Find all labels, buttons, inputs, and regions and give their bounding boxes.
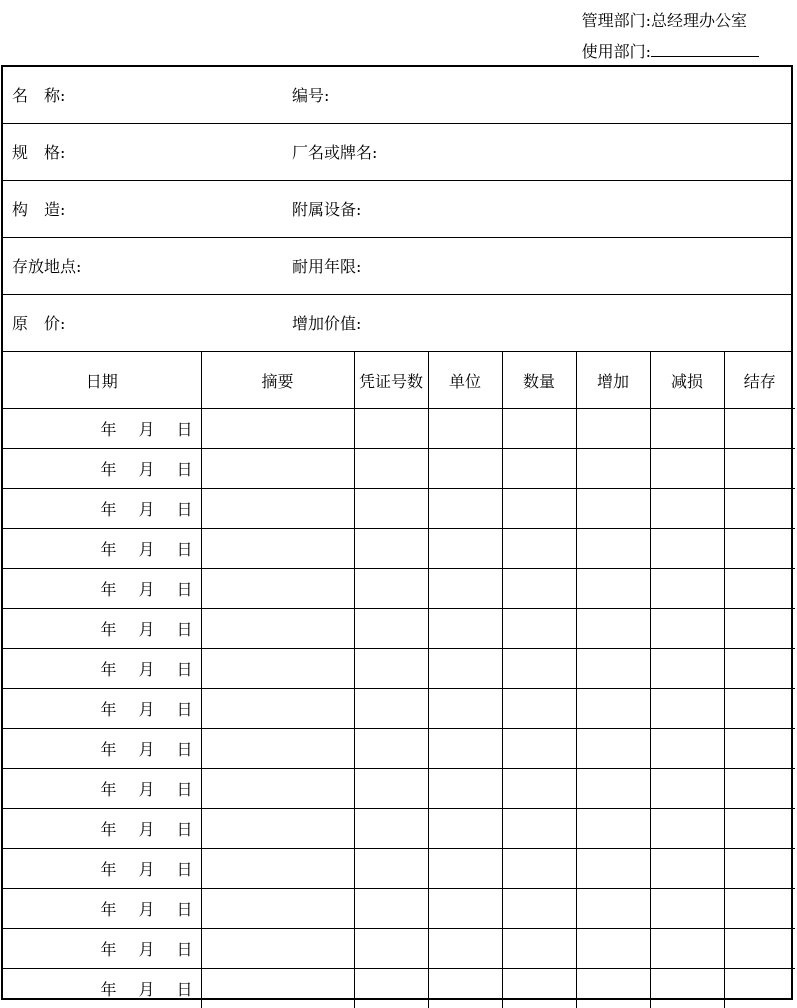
ledger-cell[interactable] (502, 969, 576, 1008)
date-month-label: 月 (138, 657, 154, 680)
ledger-cell[interactable] (724, 929, 795, 969)
info-label-right: 增加价值: (292, 295, 361, 352)
ledger-cell[interactable] (650, 769, 724, 809)
header (582, 8, 759, 68)
date-cell[interactable] (3, 729, 201, 769)
date-year-label: 年 (100, 497, 116, 520)
ledger-cell[interactable] (576, 489, 650, 529)
column-header: 摘要 (201, 352, 354, 409)
using-dept (582, 38, 759, 68)
ledger-cell[interactable] (576, 729, 650, 769)
date-month-label: 月 (138, 977, 154, 1000)
date-day-label: 日 (176, 617, 192, 640)
date-cell[interactable] (3, 809, 201, 849)
ledger-cell[interactable] (576, 649, 650, 689)
date-day-label: 日 (176, 577, 192, 600)
date-month-label: 月 (138, 937, 154, 960)
date-month-label: 月 (138, 457, 154, 480)
ledger-cell[interactable] (201, 649, 354, 689)
ledger-cell[interactable] (502, 529, 576, 569)
column-header: 数量 (502, 352, 576, 409)
using-dept-label: 使用部门: (582, 42, 651, 61)
ledger-cell[interactable] (650, 689, 724, 729)
table-row (3, 729, 795, 769)
date-day-label: 日 (176, 937, 192, 960)
ledger-cell[interactable] (724, 689, 795, 729)
ledger-cell[interactable] (576, 529, 650, 569)
table-row (3, 689, 795, 729)
info-label-right: 编号: (292, 67, 329, 124)
date-day-label: 日 (176, 777, 192, 800)
date-month-label: 月 (138, 777, 154, 800)
ledger-cell[interactable] (502, 809, 576, 849)
ledger-cell[interactable] (354, 929, 428, 969)
date-year-label: 年 (100, 697, 116, 720)
management-dept: 管理部门:总经理办公室 (582, 8, 759, 38)
ledger-cell[interactable] (428, 929, 502, 969)
table-row (3, 929, 795, 969)
info-label-left: 构 造: (12, 181, 65, 238)
date-day-label: 日 (176, 657, 192, 680)
ledger-cell[interactable] (201, 889, 354, 929)
date-cell[interactable] (3, 969, 201, 1008)
date-year-label: 年 (100, 897, 116, 920)
ledger-cell[interactable] (201, 929, 354, 969)
ledger-cell[interactable] (576, 849, 650, 889)
ledger-cell[interactable] (650, 929, 724, 969)
ledger-cell[interactable] (201, 449, 354, 489)
table-row (3, 809, 795, 849)
date-year-label: 年 (100, 617, 116, 640)
ledger-cell[interactable] (724, 529, 795, 569)
ledger-cell[interactable] (650, 609, 724, 649)
info-row (3, 295, 791, 352)
date-year-label: 年 (100, 417, 116, 440)
ledger-cell[interactable] (428, 849, 502, 889)
date-cell[interactable] (3, 409, 201, 449)
ledger-cell[interactable] (354, 689, 428, 729)
table-row (3, 409, 795, 449)
date-cell[interactable] (3, 609, 201, 649)
date-month-label: 月 (138, 817, 154, 840)
ledger-cell[interactable] (724, 649, 795, 689)
date-day-label: 日 (176, 977, 192, 1000)
ledger-cell[interactable] (576, 569, 650, 609)
ledger-cell[interactable] (576, 929, 650, 969)
ledger-cell[interactable] (576, 689, 650, 729)
ledger-cell[interactable] (354, 769, 428, 809)
date-year-label: 年 (100, 857, 116, 880)
asset-card-form (1, 65, 793, 1000)
ledger-cell[interactable] (428, 689, 502, 729)
ledger-cell[interactable] (428, 449, 502, 489)
date-cell[interactable] (3, 929, 201, 969)
ledger-cell[interactable] (576, 409, 650, 449)
date-cell[interactable] (3, 849, 201, 889)
ledger-cell[interactable] (502, 849, 576, 889)
ledger-cell[interactable] (650, 889, 724, 929)
table-row (3, 649, 795, 689)
ledger-cell[interactable] (650, 849, 724, 889)
ledger-cell[interactable] (724, 449, 795, 489)
ledger-cell[interactable] (428, 969, 502, 1008)
info-label-right: 耐用年限: (292, 238, 361, 295)
date-month-label: 月 (138, 497, 154, 520)
ledger-cell[interactable] (724, 489, 795, 529)
date-day-label: 日 (176, 737, 192, 760)
ledger-cell[interactable] (576, 769, 650, 809)
ledger-cell[interactable] (576, 449, 650, 489)
date-year-label: 年 (100, 777, 116, 800)
date-cell[interactable] (3, 489, 201, 529)
date-month-label: 月 (138, 417, 154, 440)
table-row (3, 609, 795, 649)
ledger-cell[interactable] (650, 809, 724, 849)
ledger-header-row (3, 352, 795, 409)
ledger-cell[interactable] (502, 929, 576, 969)
ledger-cell[interactable] (502, 729, 576, 769)
date-day-label: 日 (176, 457, 192, 480)
ledger-cell[interactable] (650, 489, 724, 529)
ledger-cell[interactable] (650, 529, 724, 569)
ledger-body (3, 409, 795, 1008)
ledger-cell[interactable] (201, 409, 354, 449)
date-day-label: 日 (176, 697, 192, 720)
ledger-cell[interactable] (650, 969, 724, 1008)
column-header: 结存 (724, 352, 795, 409)
table-row (3, 889, 795, 929)
ledger-cell[interactable] (354, 609, 428, 649)
date-cell[interactable] (3, 649, 201, 689)
ledger-cell[interactable] (428, 489, 502, 529)
date-month-label: 月 (138, 857, 154, 880)
ledger-cell[interactable] (428, 529, 502, 569)
ledger-cell[interactable] (201, 809, 354, 849)
table-row (3, 489, 795, 529)
ledger-cell[interactable] (201, 609, 354, 649)
date-day-label: 日 (176, 537, 192, 560)
ledger-cell[interactable] (576, 809, 650, 849)
date-day-label: 日 (176, 417, 192, 440)
ledger-cell[interactable] (354, 849, 428, 889)
info-row (3, 124, 791, 181)
ledger-cell[interactable] (201, 569, 354, 609)
date-cell[interactable] (3, 889, 201, 929)
ledger-cell[interactable] (201, 769, 354, 809)
ledger-cell[interactable] (724, 849, 795, 889)
ledger-cell[interactable] (428, 409, 502, 449)
ledger-cell[interactable] (724, 969, 795, 1008)
ledger-cell[interactable] (354, 409, 428, 449)
date-year-label: 年 (100, 977, 116, 1000)
ledger-cell[interactable] (724, 609, 795, 649)
info-row (3, 238, 791, 295)
ledger-cell[interactable] (354, 529, 428, 569)
ledger-cell[interactable] (502, 889, 576, 929)
ledger-cell[interactable] (201, 489, 354, 529)
ledger-cell[interactable] (650, 409, 724, 449)
info-label-left: 存放地点: (12, 238, 81, 295)
ledger-cell[interactable] (354, 889, 428, 929)
ledger-cell[interactable] (724, 409, 795, 449)
ledger-cell[interactable] (650, 649, 724, 689)
ledger-cell[interactable] (502, 489, 576, 529)
ledger-cell[interactable] (428, 769, 502, 809)
info-label-left: 规 格: (12, 124, 65, 181)
ledger-cell[interactable] (354, 809, 428, 849)
ledger-cell[interactable] (576, 609, 650, 649)
info-row (3, 181, 791, 238)
info-label-left: 原 价: (12, 295, 65, 352)
ledger-cell[interactable] (428, 569, 502, 609)
date-day-label: 日 (176, 817, 192, 840)
info-row (3, 67, 791, 124)
ledger-cell[interactable] (201, 689, 354, 729)
ledger-cell[interactable] (201, 529, 354, 569)
ledger-cell[interactable] (428, 809, 502, 849)
ledger-cell[interactable] (354, 449, 428, 489)
date-cell[interactable] (3, 689, 201, 729)
date-month-label: 月 (138, 537, 154, 560)
date-year-label: 年 (100, 937, 116, 960)
date-day-label: 日 (176, 857, 192, 880)
ledger-cell[interactable] (502, 449, 576, 489)
table-row (3, 769, 795, 809)
ledger-cell[interactable] (201, 969, 354, 1008)
ledger-cell[interactable] (354, 729, 428, 769)
ledger-cell[interactable] (724, 569, 795, 609)
ledger-cell[interactable] (650, 569, 724, 609)
ledger-cell[interactable] (724, 809, 795, 849)
date-day-label: 日 (176, 897, 192, 920)
date-month-label: 月 (138, 897, 154, 920)
ledger-cell[interactable] (576, 969, 650, 1008)
ledger-cell[interactable] (428, 729, 502, 769)
info-section (3, 67, 791, 352)
date-year-label: 年 (100, 537, 116, 560)
ledger-cell[interactable] (354, 489, 428, 529)
column-header: 增加 (576, 352, 650, 409)
ledger-cell[interactable] (724, 769, 795, 809)
ledger-cell[interactable] (428, 609, 502, 649)
date-month-label: 月 (138, 737, 154, 760)
date-year-label: 年 (100, 737, 116, 760)
column-header: 单位 (428, 352, 502, 409)
ledger-cell[interactable] (650, 729, 724, 769)
date-cell[interactable] (3, 769, 201, 809)
column-header: 日期 (3, 352, 201, 409)
table-row (3, 569, 795, 609)
ledger-cell[interactable] (502, 769, 576, 809)
table-row (3, 969, 795, 1008)
ledger-cell[interactable] (201, 729, 354, 769)
ledger-cell[interactable] (354, 649, 428, 689)
ledger-cell[interactable] (502, 649, 576, 689)
ledger-cell[interactable] (502, 609, 576, 649)
using-dept-blank[interactable] (651, 38, 759, 57)
ledger-cell[interactable] (201, 849, 354, 889)
date-year-label: 年 (100, 577, 116, 600)
table-row (3, 529, 795, 569)
ledger-cell[interactable] (650, 449, 724, 489)
date-year-label: 年 (100, 657, 116, 680)
info-label-right: 厂名或牌名: (292, 124, 377, 181)
ledger-cell[interactable] (724, 889, 795, 929)
ledger-cell[interactable] (428, 889, 502, 929)
ledger-cell[interactable] (354, 969, 428, 1008)
date-year-label: 年 (100, 457, 116, 480)
date-month-label: 月 (138, 617, 154, 640)
date-month-label: 月 (138, 697, 154, 720)
table-row (3, 449, 795, 489)
info-label-left: 名 称: (12, 67, 65, 124)
ledger-cell[interactable] (502, 569, 576, 609)
ledger-cell[interactable] (724, 729, 795, 769)
ledger-cell[interactable] (502, 689, 576, 729)
table-row (3, 849, 795, 889)
date-month-label: 月 (138, 577, 154, 600)
ledger-cell[interactable] (428, 649, 502, 689)
date-cell[interactable] (3, 449, 201, 489)
date-cell[interactable] (3, 569, 201, 609)
ledger-cell[interactable] (502, 409, 576, 449)
date-year-label: 年 (100, 817, 116, 840)
column-header: 减损 (650, 352, 724, 409)
date-cell[interactable] (3, 529, 201, 569)
ledger-table (3, 352, 795, 1008)
info-label-right: 附属设备: (292, 181, 361, 238)
column-header: 凭证号数 (354, 352, 428, 409)
ledger-cell[interactable] (354, 569, 428, 609)
ledger-cell[interactable] (576, 889, 650, 929)
date-day-label: 日 (176, 497, 192, 520)
